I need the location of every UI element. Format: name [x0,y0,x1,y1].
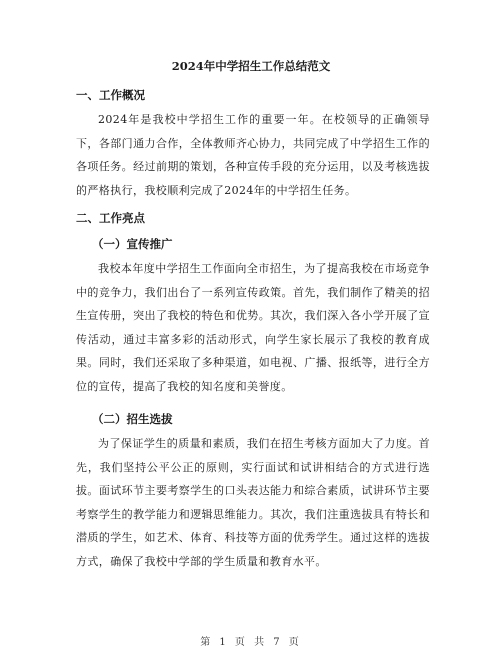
section-heading-highlights: 二、工作亮点 [76,211,145,225]
promotion-paragraph: 我校本年度中学招生工作面向全市招生，为了提高我校在市场竞争中的竞争力，我们出台了一系列宣传政策。首先，我们制作了精美的招生宣传册，突出了我校的特色和优势。其次，我们深入各小学开展了宣传活动，通过丰富多彩的活动形式，向学生家长展示了我校的教育成果。同时，我们还采取了多种渠道，如电视、广播、报纸等，进行全方位的宣传，提高了我校的知名度和美誉度。 [76,262,430,393]
overview-paragraph: 2024年是我校中学招生工作的重要一年。在校领导的正确领导下，各部门通力合作，全体教师齐心协力，共同完成了中学招生工作的各项任务。经过前期的策划，各种宣传手段的充分运用，以及考核选拔的严格执行，我校顺利完成了2024年的中学招生任务。 [76,113,430,197]
subsection-heading-selection: （二）招生选拔 [92,412,173,426]
section-heading-overview: 一、工作概况 [76,88,145,102]
selection-paragraph: 为了保证学生的质量和素质，我们在招生考核方面加大了力度。首先，我们坚持公平公正的原则，实行面试和试讲相结合的方式进行选拔。面试环节主要考察学生的口头表达能力和综合素质，试讲环节主要考察学生的教学能力和逻辑思维能力。其次，我们注重选拔具有特长和潜质的学生，如艺术、体育、科技等方面的优秀学生。通过这样的选拔方式，确保了我校中学部的学生质量和教育水平。 [76,437,430,568]
page-footer: 第 1 页 共 7 页 [200,637,302,648]
subsection-heading-promotion: （一）宣传推广 [92,237,173,251]
document-title: 2024年中学招生工作总结范文 [171,59,331,73]
